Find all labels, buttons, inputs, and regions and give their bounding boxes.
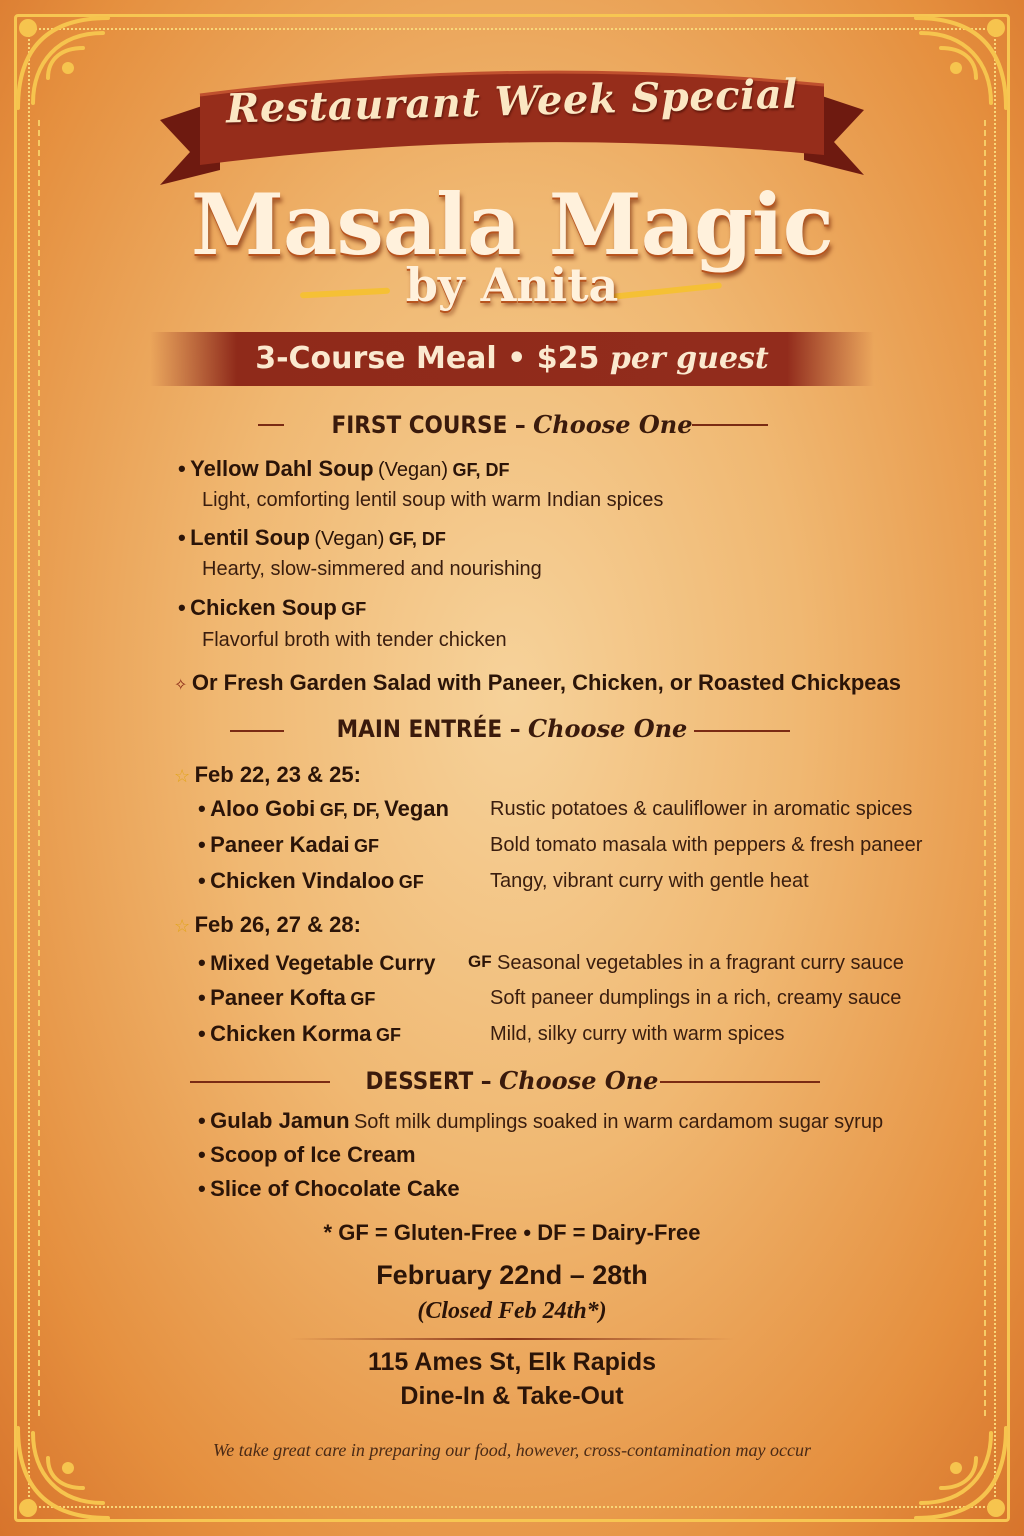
bullet-dot-icon: • (198, 1021, 206, 1046)
closed-note: (Closed Feb 24th*) (417, 1298, 607, 1324)
table-row: • Paneer Kofta GF (198, 985, 376, 1010)
item-description: Bold tomato masala with peppers & fresh paneer (490, 834, 923, 856)
diamond-icon: ✧ (174, 677, 188, 694)
allergy-disclaimer: We take great care in preparing our food, however, cross-contamination may occur (212, 1440, 812, 1460)
bullet-dot-icon: • (198, 1176, 206, 1201)
table-row: • Mixed Vegetable Curry (198, 950, 436, 975)
item-description: Rustic potatoes & cauliflower in aromatic spices (490, 798, 913, 820)
bullet-dot-icon: • (178, 525, 186, 550)
ribbon-banner (160, 60, 864, 190)
floral-corner-icon (906, 8, 1016, 118)
first-course-heading: FIRST COURSE – Choose One (331, 410, 693, 439)
list-item: • Gulab Jamun Soft milk dumplings soaked in warm cardamom sugar syrup (198, 1108, 884, 1133)
list-item: • Lentil Soup (Vegan) GF, DF (178, 525, 446, 550)
date-group-label: ☆ Feb 22, 23 & 25: (174, 762, 361, 787)
floral-corner-icon (8, 1418, 118, 1528)
item-description: Flavorful broth with tender chicken (202, 629, 507, 651)
bullet-dot-icon: • (198, 1142, 206, 1167)
banner-text: Restaurant Week Special (225, 70, 799, 133)
bullet-dot-icon: • (198, 985, 206, 1010)
table-row: • Paneer Kadai GF (198, 832, 380, 857)
list-item: • Scoop of Ice Cream (198, 1142, 416, 1167)
bullet-dot-icon: • (178, 456, 186, 481)
floral-corner-icon (8, 8, 118, 118)
address: 115 Ames St, Elk Rapids (367, 1348, 657, 1376)
price-band (150, 332, 874, 386)
list-item: • Yellow Dahl Soup (Vegan) GF, DF (178, 456, 510, 481)
diet-tag: GF (468, 952, 492, 971)
diet-legend: * GF = Gluten-Free • DF = Dairy-Free (323, 1220, 701, 1245)
price-main: 3-Course Meal • $25 (255, 341, 600, 376)
star-icon: ☆ (174, 766, 191, 786)
item-description: Tangy, vibrant curry with gentle heat (490, 870, 809, 892)
list-item: • Slice of Chocolate Cake (198, 1176, 460, 1201)
item-description: Seasonal vegetables in a fragrant curry sauce (497, 952, 904, 974)
table-row: • Chicken Korma GF (198, 1021, 401, 1046)
bullet-dot-icon: • (198, 832, 206, 857)
floral-corner-icon (906, 1418, 1016, 1528)
table-row: • Chicken Vindaloo GF (198, 868, 424, 893)
item-description: Light, comforting lentil soup with warm Indian spices (202, 489, 664, 511)
item-description: Hearty, slow-simmered and nourishing (202, 558, 542, 580)
bullet-dot-icon: • (198, 868, 206, 893)
date-group-label: ☆ Feb 26, 27 & 28: (174, 912, 361, 937)
bullet-dot-icon: • (178, 595, 186, 620)
main-entree-heading: MAIN ENTRÉE – Choose One (336, 714, 688, 743)
restaurant-title: Masala Magic (191, 175, 833, 274)
bullet-dot-icon: • (198, 796, 206, 821)
item-description: Soft paneer dumplings in a rich, creamy sauce (490, 987, 902, 1009)
footer-divider (290, 1338, 734, 1340)
bullet-dot-icon: • (198, 950, 206, 975)
salad-alternative: ✧ Or Fresh Garden Salad with Paneer, Chicken, or Roasted Chickpeas (174, 670, 901, 695)
table-row: • Aloo Gobi GF, DF, Vegan (198, 796, 449, 821)
list-item: • Chicken Soup GF (178, 595, 367, 620)
item-description: Mild, silky curry with warm spices (490, 1023, 785, 1045)
event-dates: February 22nd – 28th (376, 1260, 648, 1290)
dessert-heading: DESSERT – Choose One (365, 1066, 659, 1095)
service-type: Dine-In & Take-Out (400, 1382, 624, 1410)
restaurant-subtitle: by Anita (405, 258, 619, 312)
bullet-dot-icon: • (198, 1108, 206, 1133)
price-per: per guest (609, 341, 769, 376)
star-icon: ☆ (174, 916, 191, 936)
